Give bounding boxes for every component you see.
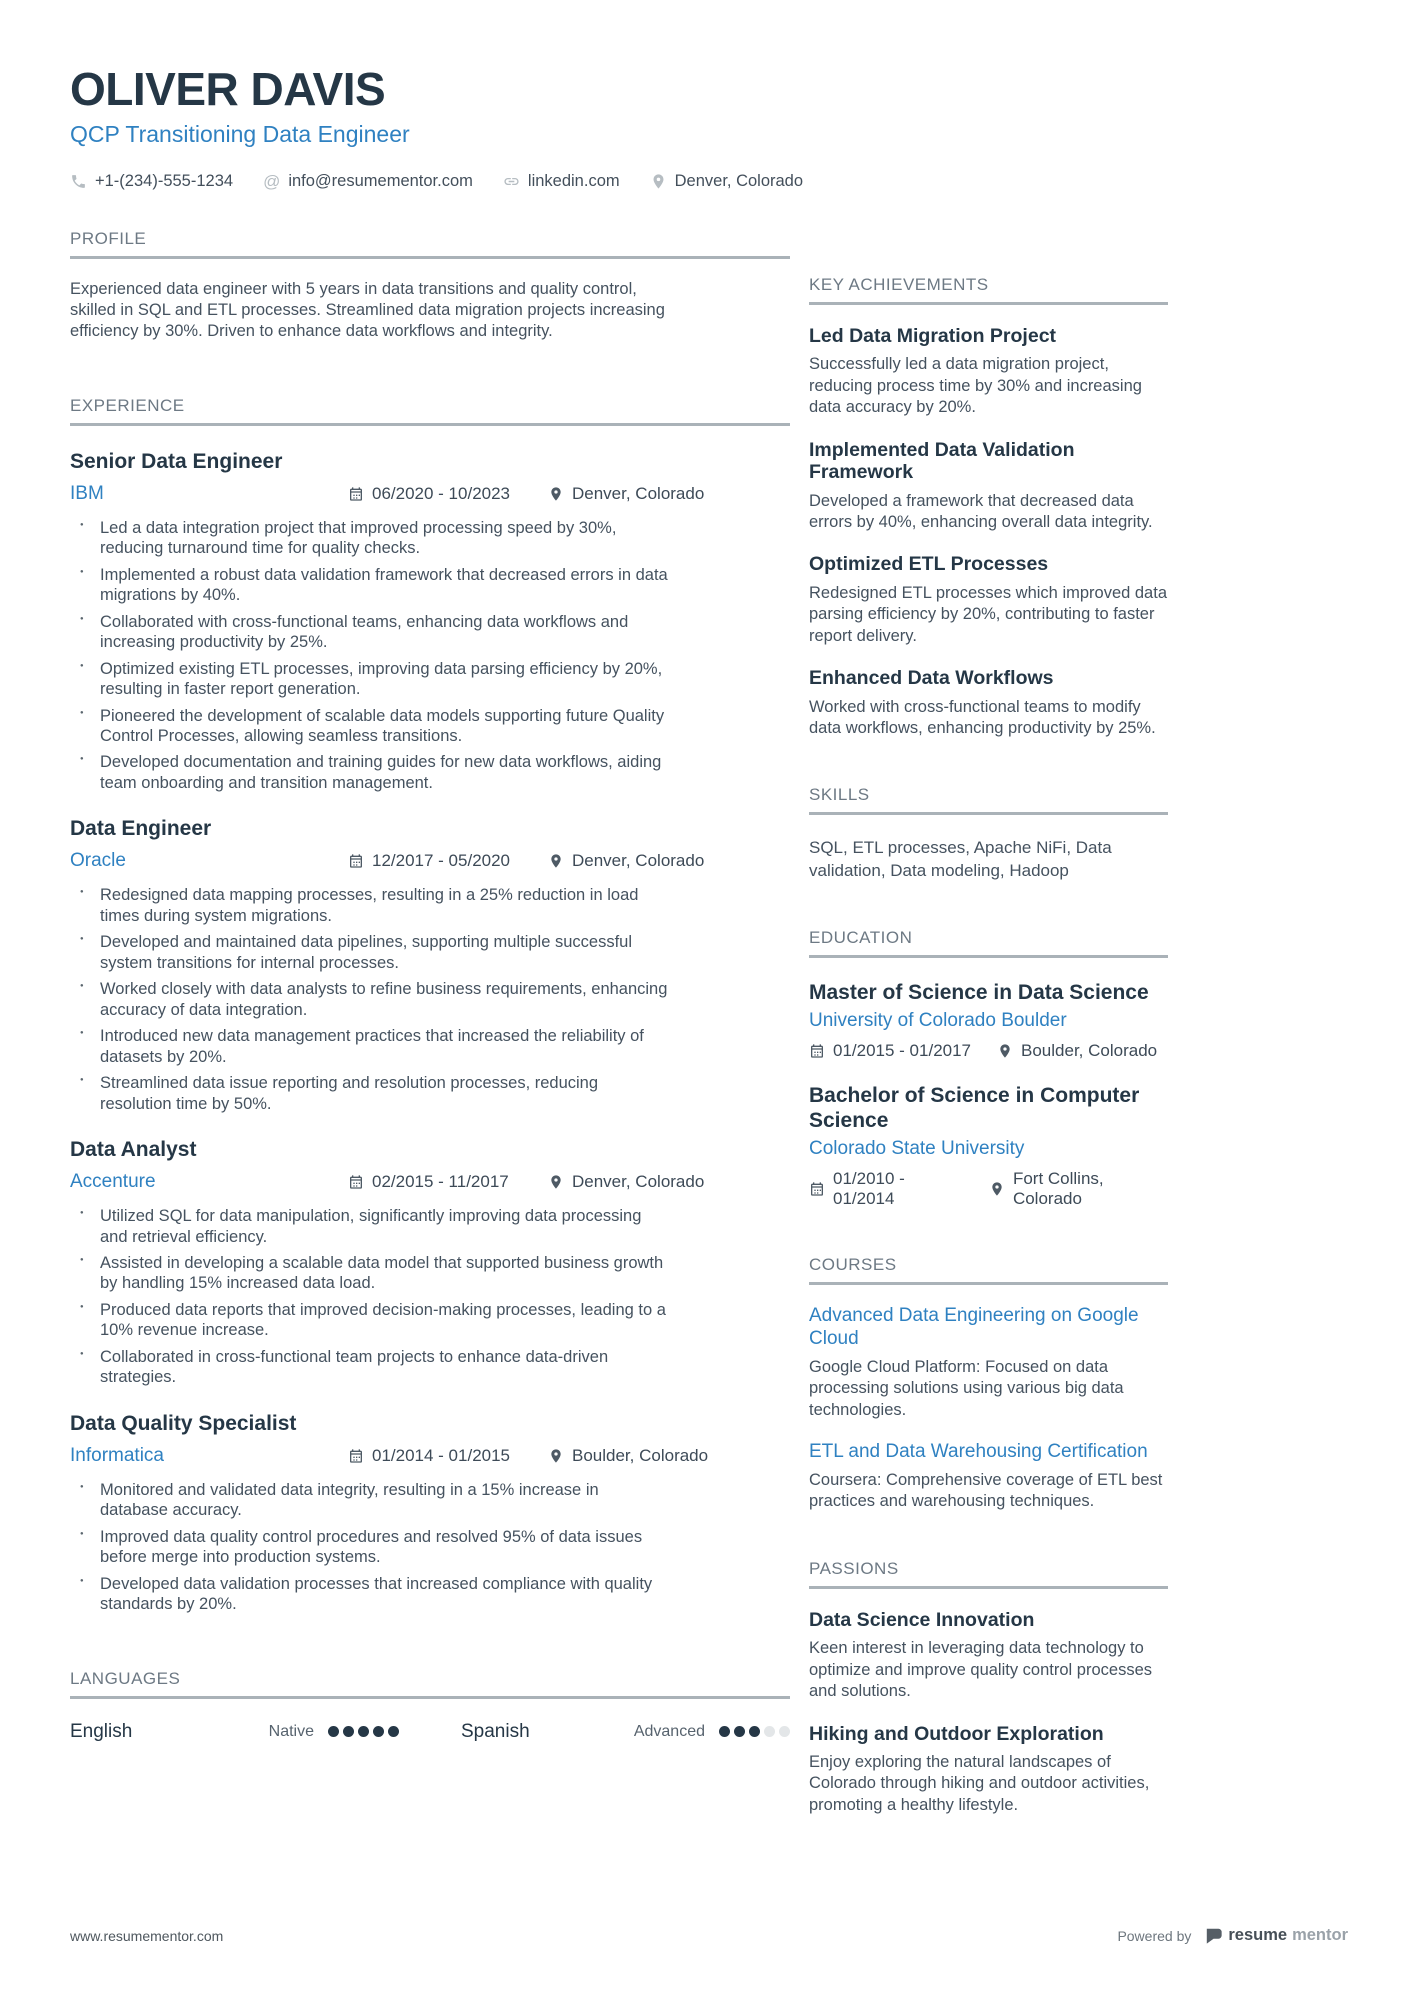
job-bullet: ● Led a data integration project that improved processing speed by 30%, reducing turnaround time for quality checks. bbox=[70, 518, 670, 559]
calendar-icon bbox=[348, 1174, 364, 1190]
course-text: Coursera: Comprehensive coverage of ETL best practices and warehousing techniques. bbox=[809, 1470, 1163, 1511]
achievement-text: Redesigned ETL processes which improved data parsing efficiency by 20%, contributing to faster report delivery. bbox=[809, 583, 1167, 645]
job-bullet: ● Introduced new data management practices that increased the reliability of datasets by 20%. bbox=[70, 1026, 670, 1067]
job-title: Senior Data Engineer bbox=[70, 449, 283, 473]
job-dates-text: 01/2014 - 01/2015 bbox=[372, 1445, 511, 1465]
calendar-icon bbox=[348, 486, 364, 502]
course-item bbox=[809, 1441, 1168, 1513]
candidate-name: OLIVER DAVIS bbox=[70, 63, 386, 115]
passion-text: Enjoy exploring the natural landscapes of Colorado through hiking and outdoor activities, promoting a healthy lifestyle. bbox=[809, 1752, 1150, 1814]
course-item bbox=[809, 1305, 1168, 1421]
left-column bbox=[70, 229, 790, 1743]
right-column bbox=[809, 229, 1168, 1816]
achievement-item bbox=[809, 325, 1168, 419]
job-meta bbox=[70, 483, 790, 505]
job-bullet: ● Pioneered the development of scalable data models supporting future Quality Control Processes, allowing seamless transitions. bbox=[70, 706, 670, 747]
skills-list: SQL, ETL processes, Apache NiFi, Data validation, Data modeling, Hadoop bbox=[809, 838, 1112, 880]
course-title: ETL and Data Warehousing Certification bbox=[809, 1441, 1148, 1463]
passion-title: Hiking and Outdoor Exploration bbox=[809, 1722, 1104, 1745]
calendar-icon bbox=[348, 853, 364, 869]
job-bullets bbox=[70, 1206, 790, 1388]
job-meta bbox=[70, 850, 790, 872]
resume-header bbox=[70, 63, 1410, 191]
contact-location bbox=[650, 172, 803, 191]
job-bullet: ● Monitored and validated data integrity, resulting in a 15% increase in database accuracy. bbox=[70, 1480, 670, 1521]
key-achievements-heading: KEY ACHIEVEMENTS bbox=[809, 275, 1168, 305]
job-dates bbox=[348, 1172, 548, 1192]
proficiency-dot-empty bbox=[779, 1726, 790, 1737]
contact-linkedin[interactable] bbox=[503, 172, 620, 191]
job-entry bbox=[70, 450, 790, 794]
job-bullet: ● Assisted in developing a scalable data model that supported business growth by handling 15% increased data load. bbox=[70, 1253, 670, 1294]
job-bullet: ● Developed data validation processes that increased compliance with quality standards by 20%. bbox=[70, 1574, 670, 1615]
calendar-icon bbox=[809, 1043, 825, 1059]
calendar-icon bbox=[809, 1181, 825, 1197]
education-dates bbox=[809, 1041, 971, 1061]
job-title: Data Quality Specialist bbox=[70, 1411, 297, 1435]
location-pin-icon bbox=[650, 173, 667, 190]
language-proficiency-dots bbox=[328, 1726, 399, 1737]
job-bullet: ● Optimized existing ETL processes, improving data parsing efficiency by 20%, resulting in faster report generation. bbox=[70, 659, 670, 700]
achievement-text: Successfully led a data migration project, reducing process time by 30% and increasing data accuracy by 20%. bbox=[809, 355, 1142, 417]
achievement-item bbox=[809, 439, 1168, 534]
proficiency-dot-filled bbox=[373, 1726, 384, 1737]
contact-email[interactable] bbox=[263, 172, 473, 191]
candidate-job-title: QCP Transitioning Data Engineer bbox=[70, 121, 410, 147]
language-item bbox=[461, 1721, 790, 1743]
school-name: University of Colorado Boulder bbox=[809, 1009, 1067, 1031]
education-dates bbox=[809, 1169, 963, 1209]
job-bullet: ● Implemented a robust data validation framework that decreased errors in data migrations by 40%. bbox=[70, 565, 670, 606]
job-bullet: ● Produced data reports that improved decision-making processes, leading to a 10% revenue increase. bbox=[70, 1300, 670, 1341]
powered-by bbox=[1117, 1926, 1348, 1945]
job-location-text: Denver, Colorado bbox=[572, 1172, 705, 1192]
job-title: Data Analyst bbox=[70, 1138, 197, 1162]
job-location bbox=[548, 1172, 704, 1192]
achievement-title: Enhanced Data Workflows bbox=[809, 667, 1054, 690]
job-bullet: ● Developed and maintained data pipelines, supporting multiple successful system transitions for internal processes. bbox=[70, 932, 670, 973]
proficiency-dot-filled bbox=[358, 1726, 369, 1737]
job-location bbox=[548, 1446, 708, 1466]
job-location-text: Boulder, Colorado bbox=[572, 1445, 709, 1465]
job-dates-text: 12/2017 - 05/2020 bbox=[372, 851, 511, 871]
passions-section bbox=[809, 1559, 1168, 1816]
profile-heading: PROFILE bbox=[70, 229, 790, 259]
passion-item bbox=[809, 1723, 1168, 1817]
proficiency-dot-filled bbox=[328, 1726, 339, 1737]
phone-icon bbox=[70, 173, 87, 190]
job-dates-text: 02/2015 - 11/2017 bbox=[372, 1172, 509, 1192]
education-location-text: Boulder, Colorado bbox=[1021, 1040, 1158, 1060]
education-location bbox=[989, 1169, 1168, 1209]
achievement-title: Optimized ETL Processes bbox=[809, 553, 1049, 576]
proficiency-dot-empty bbox=[764, 1726, 775, 1737]
education-item bbox=[809, 1083, 1168, 1209]
company-name: Informatica bbox=[70, 1444, 164, 1466]
key-achievements-section bbox=[809, 275, 1168, 739]
education-dates-text: 01/2015 - 01/2017 bbox=[833, 1040, 972, 1060]
job-dates bbox=[348, 484, 548, 504]
job-bullets bbox=[70, 1480, 790, 1615]
achievement-text: Worked with cross-functional teams to modify data workflows, enhancing productivity by 25%. bbox=[809, 697, 1156, 738]
job-bullet: ● Streamlined data issue reporting and resolution processes, reducing resolution time by 50%. bbox=[70, 1073, 670, 1114]
job-location-text: Denver, Colorado bbox=[572, 851, 705, 871]
resume-body bbox=[70, 229, 1410, 1816]
proficiency-dot-filled bbox=[749, 1726, 760, 1737]
passions-heading: PASSIONS bbox=[809, 1559, 1168, 1589]
skills-heading: SKILLS bbox=[809, 785, 1168, 815]
passion-text: Keen interest in leveraging data technology to optimize and improve quality control processes and solutions. bbox=[809, 1639, 1152, 1701]
experience-heading: EXPERIENCE bbox=[70, 396, 790, 426]
job-bullet: ● Collaborated with cross-functional teams, enhancing data workflows and increasing productivity by 25%. bbox=[70, 612, 670, 653]
link-icon bbox=[503, 173, 520, 190]
courses-heading: COURSES bbox=[809, 1255, 1168, 1285]
contact-phone-text: +1-(234)-555-1234 bbox=[95, 172, 234, 190]
proficiency-dot-filled bbox=[343, 1726, 354, 1737]
footer-site-link[interactable]: www.resumementor.com bbox=[70, 1927, 224, 1944]
profile-text: Experienced data engineer with 5 years in data transitions and quality control, skilled in SQL and ETL processes. Streamlined data migration projects increasing efficiency by 30%. Driven to enhance data workflows and integrity. bbox=[70, 280, 665, 340]
calendar-icon bbox=[348, 1448, 364, 1464]
education-location bbox=[997, 1041, 1157, 1061]
location-pin-icon bbox=[989, 1181, 1005, 1197]
language-name: English bbox=[70, 1720, 133, 1742]
job-dates bbox=[348, 851, 548, 871]
course-text: Google Cloud Platform: Focused on data processing solutions using various big data technologies. bbox=[809, 1357, 1124, 1419]
education-location-text: Fort Collins, Colorado bbox=[1012, 1169, 1104, 1209]
education-heading: EDUCATION bbox=[809, 928, 1168, 958]
course-title: Advanced Data Engineering on Google Cloud bbox=[809, 1305, 1139, 1350]
language-item bbox=[70, 1721, 399, 1743]
job-dates-text: 06/2020 - 10/2023 bbox=[372, 483, 511, 503]
school-name: Colorado State University bbox=[809, 1138, 1025, 1160]
job-entry bbox=[70, 1138, 790, 1388]
location-pin-icon bbox=[548, 853, 564, 869]
achievement-title: Implemented Data Validation Framework bbox=[809, 438, 1075, 484]
achievement-item bbox=[809, 667, 1168, 739]
degree-title: Bachelor of Science in Computer Science bbox=[809, 1083, 1140, 1133]
resumementor-logo[interactable] bbox=[1205, 1926, 1348, 1945]
education-section bbox=[809, 928, 1168, 1210]
job-entry bbox=[70, 1412, 790, 1615]
job-bullets bbox=[70, 885, 790, 1114]
job-bullet: ● Worked closely with data analysts to refine business requirements, enhancing accuracy of data integration. bbox=[70, 979, 670, 1020]
language-name: Spanish bbox=[461, 1720, 530, 1742]
job-meta bbox=[70, 1445, 790, 1467]
languages-row bbox=[70, 1721, 790, 1743]
job-location bbox=[548, 851, 704, 871]
company-name: IBM bbox=[70, 482, 104, 504]
degree-title: Master of Science in Data Science bbox=[809, 980, 1149, 1004]
contact-location-text: Denver, Colorado bbox=[674, 172, 804, 190]
job-bullet: ● Utilized SQL for data manipulation, significantly improving data processing and retrieval efficiency. bbox=[70, 1206, 670, 1247]
contact-phone[interactable] bbox=[70, 172, 233, 191]
location-pin-icon bbox=[548, 486, 564, 502]
education-meta bbox=[809, 1041, 1168, 1061]
language-level: Advanced bbox=[633, 1722, 705, 1740]
proficiency-dot-filled bbox=[734, 1726, 745, 1737]
achievement-title: Led Data Migration Project bbox=[809, 325, 1057, 347]
job-meta bbox=[70, 1171, 790, 1193]
languages-heading: LANGUAGES bbox=[70, 1669, 790, 1699]
job-bullet: ● Collaborated in cross-functional team projects to enhance data-driven strategies. bbox=[70, 1347, 670, 1388]
resumementor-logo-icon bbox=[1205, 1927, 1223, 1945]
education-dates-text: 01/2010 - 01/2014 bbox=[833, 1169, 905, 1209]
job-bullets bbox=[70, 518, 790, 793]
job-title: Data Engineer bbox=[70, 817, 212, 841]
at-icon: @ bbox=[263, 172, 281, 191]
contact-email-text: info@resumementor.com bbox=[288, 172, 473, 190]
passion-title: Data Science Innovation bbox=[809, 1608, 1035, 1631]
logo-text-mentor: mentor bbox=[1292, 1926, 1348, 1944]
job-location-text: Denver, Colorado bbox=[572, 483, 705, 503]
job-bullet: ● Developed documentation and training guides for new data workflows, aiding team onboarding and transition management. bbox=[70, 752, 670, 793]
profile-section bbox=[70, 229, 790, 342]
languages-section bbox=[70, 1669, 790, 1743]
skills-section bbox=[809, 785, 1168, 881]
education-item bbox=[809, 980, 1168, 1061]
achievement-text: Developed a framework that decreased data errors by 40%, enhancing overall data integrity. bbox=[809, 491, 1153, 532]
job-bullet: ● Redesigned data mapping processes, resulting in a 25% reduction in load times during system migrations. bbox=[70, 885, 670, 926]
job-entry bbox=[70, 817, 790, 1114]
powered-by-label: Powered by bbox=[1117, 1927, 1192, 1944]
logo-text-resume: resume bbox=[1228, 1926, 1288, 1944]
proficiency-dot-filled bbox=[388, 1726, 399, 1737]
courses-section bbox=[809, 1255, 1168, 1513]
contact-linkedin-text: linkedin.com bbox=[527, 172, 620, 190]
passion-item bbox=[809, 1609, 1168, 1703]
location-pin-icon bbox=[548, 1448, 564, 1464]
company-name: Accenture bbox=[70, 1171, 156, 1193]
experience-section bbox=[70, 396, 790, 1615]
page-footer bbox=[70, 1926, 1348, 1945]
job-dates bbox=[348, 1446, 548, 1466]
contact-row bbox=[70, 172, 1410, 191]
job-bullet: ● Improved data quality control procedures and resolved 95% of data issues before merge into production systems. bbox=[70, 1527, 670, 1568]
proficiency-dot-filled bbox=[719, 1726, 730, 1737]
job-location bbox=[548, 484, 704, 504]
location-pin-icon bbox=[548, 1174, 564, 1190]
language-level: Native bbox=[268, 1722, 314, 1740]
language-proficiency-dots bbox=[719, 1726, 790, 1737]
education-meta bbox=[809, 1169, 1168, 1209]
company-name: Oracle bbox=[70, 850, 126, 872]
location-pin-icon bbox=[997, 1043, 1013, 1059]
achievement-item bbox=[809, 553, 1168, 647]
